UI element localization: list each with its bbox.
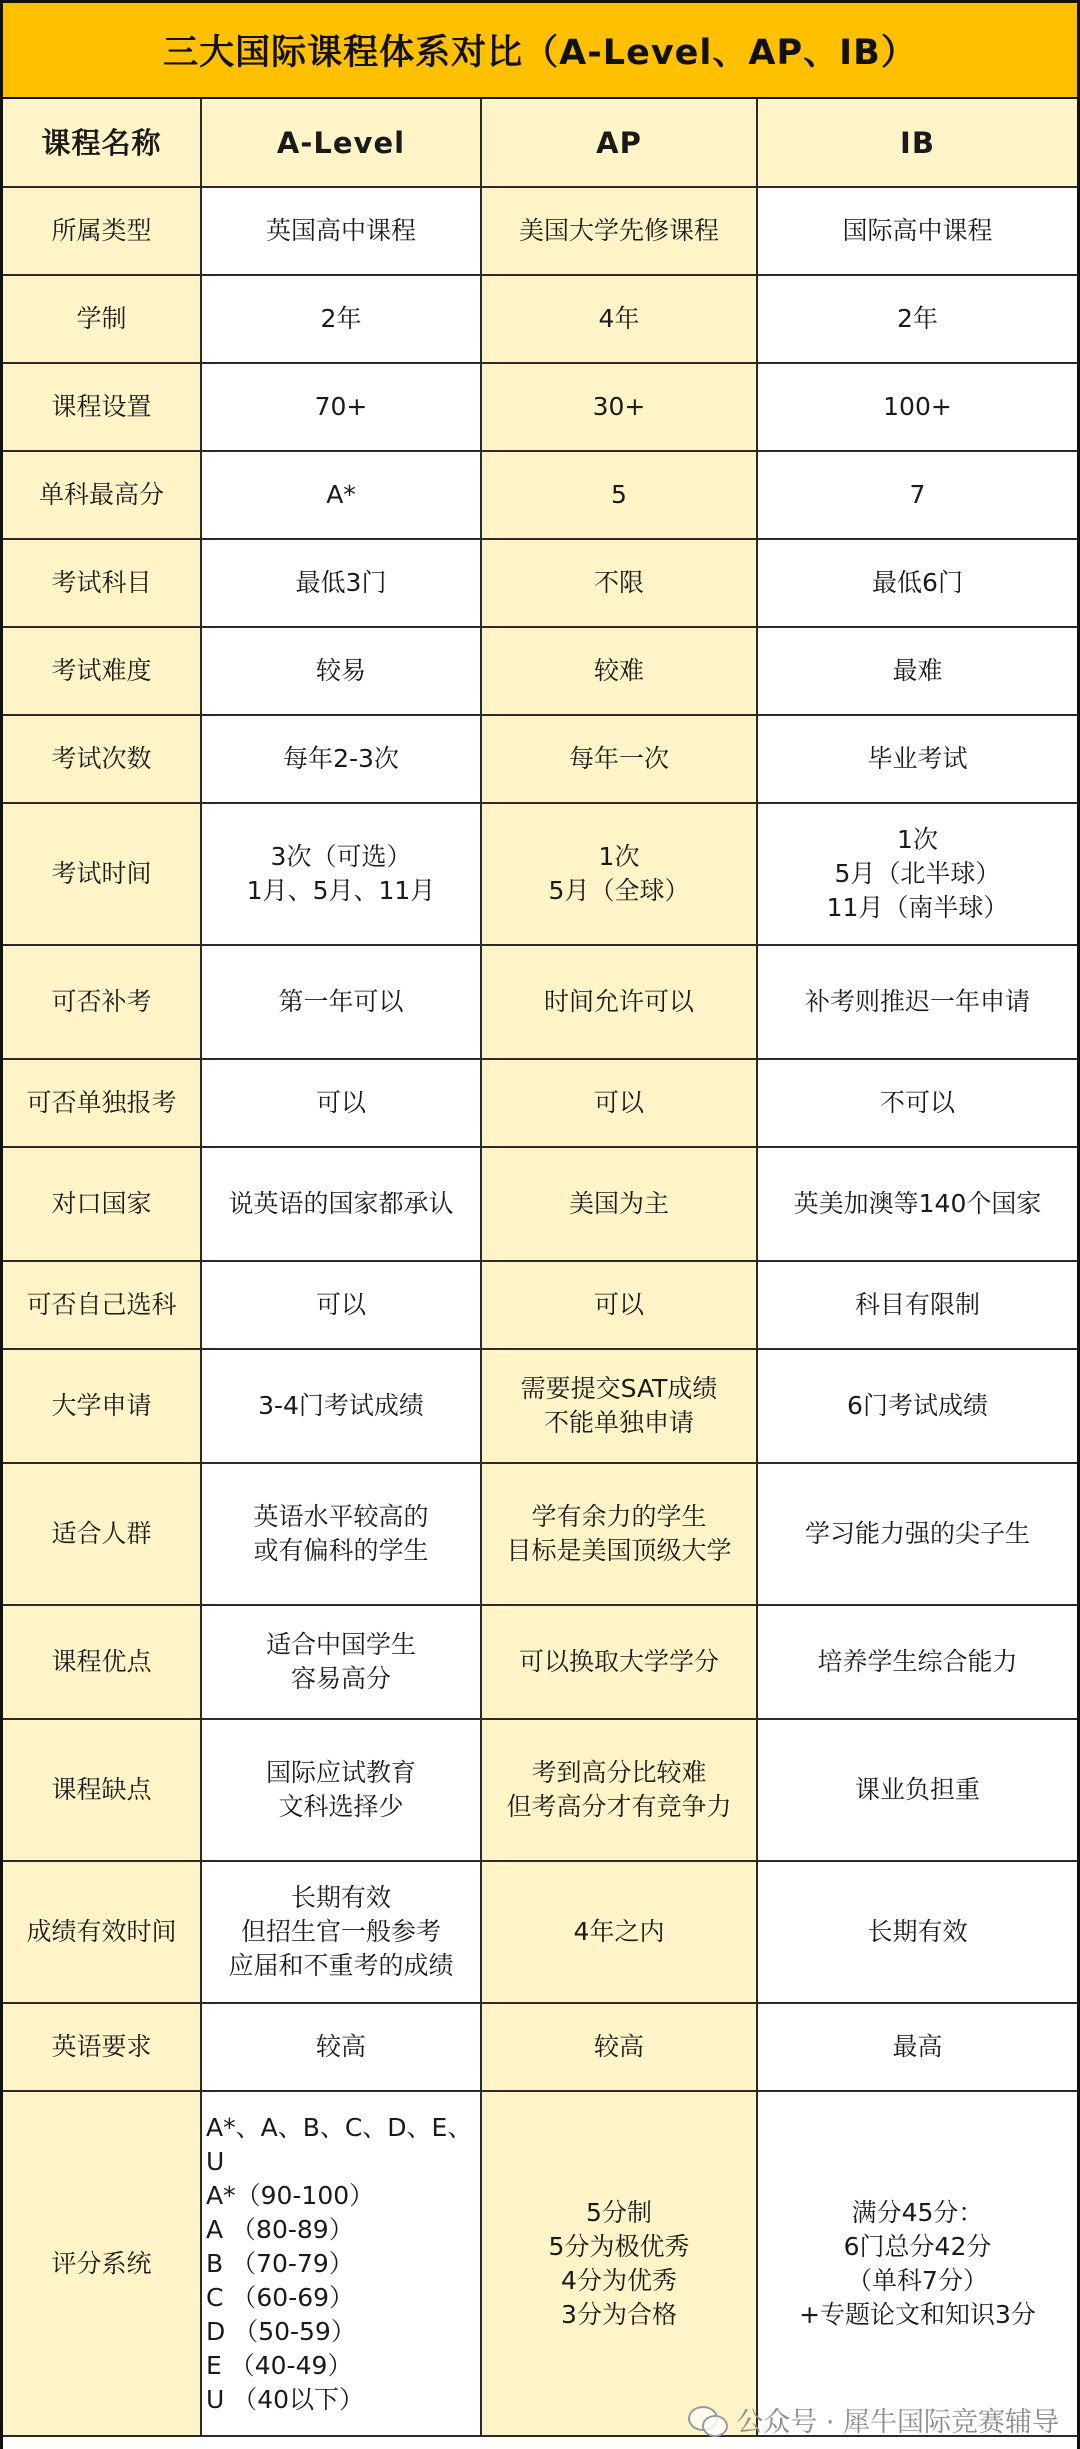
row-label: 所属类型: [3, 187, 201, 275]
cell-ap: 每年一次: [481, 715, 757, 803]
row-label: 课程设置: [3, 363, 201, 451]
cell-ib: 2年: [757, 275, 1077, 363]
cell-a-level: 英语水平较高的 或有偏科的学生: [201, 1463, 481, 1605]
cell-ib: 最低6门: [757, 539, 1077, 627]
cell-a-level: 说英语的国家都承认: [201, 1147, 481, 1261]
cell-a-level: 较高: [201, 2003, 481, 2091]
table-row: [3, 1147, 1077, 1261]
row-label: 考试科目: [3, 539, 201, 627]
page-title: 三大国际课程体系对比（A-Level、AP、IB）: [3, 3, 1077, 99]
cell-ap: 需要提交SAT成绩 不能单独申请: [481, 1349, 757, 1463]
cell-ib: 课业负担重: [757, 1719, 1077, 1861]
cell-a-level: A*: [201, 451, 481, 539]
cell-ib: 不可以: [757, 1059, 1077, 1147]
cell-ib: 科目有限制: [757, 1261, 1077, 1349]
table-row: [3, 539, 1077, 627]
cell-a-level: 长期有效 但招生官一般参考 应届和不重考的成绩: [201, 1861, 481, 2003]
table-row: [3, 2091, 1077, 2436]
cell-a-level: 3次（可选） 1月、5月、11月: [201, 803, 481, 945]
cell-ap: 较难: [481, 627, 757, 715]
row-label: 适合人群: [3, 1463, 201, 1605]
cell-ib: 长期有效: [757, 1861, 1077, 2003]
cell-a-level: 3-4门考试成绩: [201, 1349, 481, 1463]
cell-ib: 学习能力强的尖子生: [757, 1463, 1077, 1605]
table-header-row: [3, 99, 1077, 187]
cell-ap: 4年之内: [481, 1861, 757, 2003]
table-row: [3, 627, 1077, 715]
cell-ap: 1次 5月（全球）: [481, 803, 757, 945]
cell-a-level: 较易: [201, 627, 481, 715]
row-label: 可否补考: [3, 945, 201, 1059]
cell-ib: 100+: [757, 363, 1077, 451]
cell-a-level: 第一年可以: [201, 945, 481, 1059]
comparison-table: [3, 99, 1077, 2437]
cell-ib: 满分45分： 6门总分42分 （单科7分） +专题论文和知识3分: [757, 2091, 1077, 2436]
cell-ib: 毕业考试: [757, 715, 1077, 803]
header-course-name: 课程名称: [3, 99, 201, 187]
cell-ib: 培养学生综合能力: [757, 1605, 1077, 1719]
cell-a-level: 适合中国学生 容易高分: [201, 1605, 481, 1719]
table-row: [3, 2003, 1077, 2091]
cell-a-level: 可以: [201, 1059, 481, 1147]
header-ap: AP: [481, 99, 757, 187]
cell-ap: 学有余力的学生 目标是美国顶级大学: [481, 1463, 757, 1605]
table-row: [3, 451, 1077, 539]
row-label: 学制: [3, 275, 201, 363]
cell-ap: 5分制 5分为极优秀 4分为优秀 3分为合格: [481, 2091, 757, 2436]
table-row: [3, 803, 1077, 945]
cell-a-level: 2年: [201, 275, 481, 363]
row-label: 可否单独报考: [3, 1059, 201, 1147]
row-label: 课程缺点: [3, 1719, 201, 1861]
cell-ib: 国际高中课程: [757, 187, 1077, 275]
cell-ap: 4年: [481, 275, 757, 363]
row-label: 评分系统: [3, 2091, 201, 2436]
cell-ap: 较高: [481, 2003, 757, 2091]
cell-a-level: 国际应试教育 文科选择少: [201, 1719, 481, 1861]
cell-ib: 最难: [757, 627, 1077, 715]
header-a-level: A-Level: [201, 99, 481, 187]
cell-ib: 最高: [757, 2003, 1077, 2091]
table-row: [3, 1059, 1077, 1147]
cell-a-level: 每年2-3次: [201, 715, 481, 803]
cell-ap: 5: [481, 451, 757, 539]
wechat-icon: [688, 2404, 728, 2436]
cell-ap: 30+: [481, 363, 757, 451]
cell-a-level: 英国高中课程: [201, 187, 481, 275]
cell-a-level: 70+: [201, 363, 481, 451]
cell-ap: 可以: [481, 1059, 757, 1147]
row-label: 可否自己选科: [3, 1261, 201, 1349]
row-label: 考试时间: [3, 803, 201, 945]
cell-ap: 不限: [481, 539, 757, 627]
row-label: 成绩有效时间: [3, 1861, 201, 2003]
cell-ap: 美国大学先修课程: [481, 187, 757, 275]
row-label: 课程优点: [3, 1605, 201, 1719]
table-row: [3, 187, 1077, 275]
cell-ap: 美国为主: [481, 1147, 757, 1261]
cell-ap: 可以换取大学学分: [481, 1605, 757, 1719]
cell-a-level: 最低3门: [201, 539, 481, 627]
table-row: [3, 945, 1077, 1059]
cell-ib: 7: [757, 451, 1077, 539]
row-label: 对口国家: [3, 1147, 201, 1261]
cell-ap: 可以: [481, 1261, 757, 1349]
cell-ap: 考到高分比较难 但考高分才有竞争力: [481, 1719, 757, 1861]
header-ib: IB: [757, 99, 1077, 187]
watermark-text: 公众号 · 犀牛国际竞赛辅导: [736, 2407, 1059, 2438]
table-row: [3, 1349, 1077, 1463]
row-label: 英语要求: [3, 2003, 201, 2091]
row-label: 大学申请: [3, 1349, 201, 1463]
cell-ib: 1次 5月（北半球） 11月（南半球）: [757, 803, 1077, 945]
cell-ap: 时间允许可以: [481, 945, 757, 1059]
cell-ib: 补考则推迟一年申请: [757, 945, 1077, 1059]
watermark: [688, 2400, 1059, 2439]
table-row: [3, 1605, 1077, 1719]
table-row: [3, 275, 1077, 363]
row-label: 考试次数: [3, 715, 201, 803]
table-row: [3, 1261, 1077, 1349]
table-row: [3, 715, 1077, 803]
cell-ib: 英美加澳等140个国家: [757, 1147, 1077, 1261]
table-row: [3, 363, 1077, 451]
cell-a-level: 可以: [201, 1261, 481, 1349]
row-label: 考试难度: [3, 627, 201, 715]
table-row: [3, 1861, 1077, 2003]
row-label: 单科最高分: [3, 451, 201, 539]
cell-a-level: A*、A、B、C、D、E、U A*（90-100） A （80-89） B （70-79） C （60-69） D （50-59） E （40-49） U （40以下）: [201, 2091, 481, 2436]
table-row: [3, 1463, 1077, 1605]
cell-ib: 6门考试成绩: [757, 1349, 1077, 1463]
table-row: [3, 1719, 1077, 1861]
